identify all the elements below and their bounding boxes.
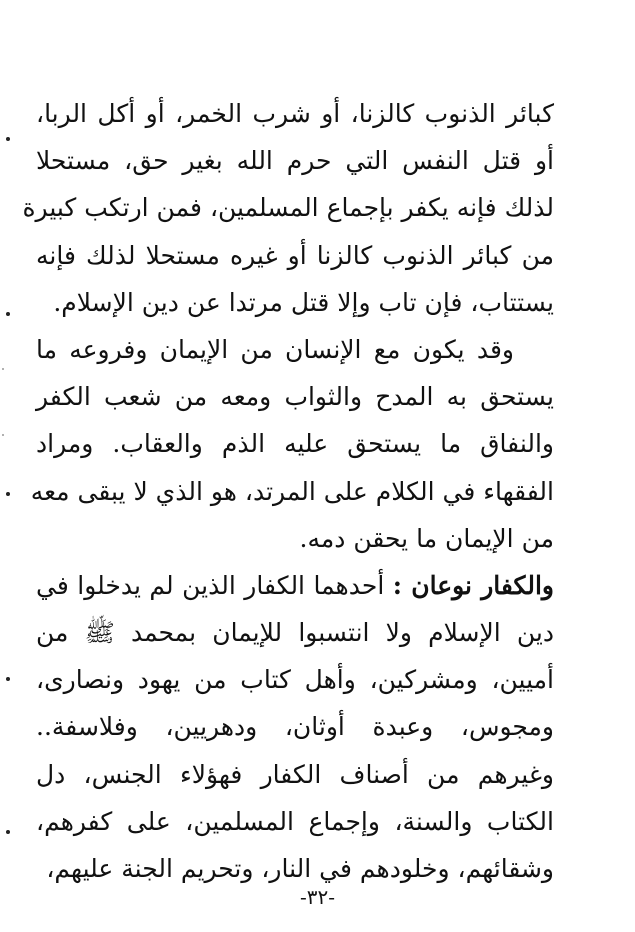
margin-mark [6,830,10,834]
margin-mark [2,368,4,370]
text-line: من الإيمان ما يحقن دمه. [299,523,554,553]
text-line: يستحق به المدح والثواب ومعه من شعب الكفر [36,382,554,412]
text-line: كبائر الذنوب كالزنا، أو شرب الخمر، أو أكل الربا، [36,99,554,128]
text-line: أميين، ومشركين، وأهل كتاب من يهود ونصارى، [36,665,554,695]
text-line: ومجوس، وعبدة أوثان، ودهريين، وفلاسفة.. [36,712,554,742]
text-line: من كبائر الذنوب كالزنا أو غيره مستحلا لذلك فإنه [36,240,554,270]
text-line: والنفاق ما يستحق عليه الذم والعقاب. ومراد [36,429,554,459]
body-text [22,90,554,892]
margin-mark [6,492,10,496]
text-line: يستتاب، فإن تاب وإلا قتل مرتدا عن دين الإسلام. [53,287,554,317]
text-line: وشقائهم، وخلودهم في النار، وتحريم الجنة عليهم، [46,854,554,883]
text-line: الكتاب والسنة، وإجماع المسلمين، على كفرهم، [36,806,554,836]
margin-mark [6,312,10,316]
text-line: لذلك فإنه يكفر بإجماع المسلمين، فمن ارتكب كبيرة [22,193,554,223]
text-line-rest: أحدهما الكفار الذين لم يدخلوا في [36,570,385,600]
lead-phrase: والكفار نوعان : [392,570,554,600]
margin-mark [6,137,10,141]
text-line: الفقهاء في الكلام على المرتد، هو الذي لا يبقى معه [30,476,554,506]
text-line: وقد يكون مع الإنسان من الإيمان وفروعه ما [36,334,514,364]
text-line: أو قتل النفس التي حرم الله بغير حق، مستحلا [36,146,554,176]
margin-mark [2,434,4,436]
margin-mark [6,677,10,681]
text-line-with-heading [36,562,554,609]
page-number: -٣٢- [299,885,335,909]
text-line: دين الإسلام ولا انتسبوا للإيمان بمحمد ﷺ من [36,618,554,648]
text-line: وغيرهم من أصناف الكفار فهؤلاء الجنس، دل [36,759,554,789]
